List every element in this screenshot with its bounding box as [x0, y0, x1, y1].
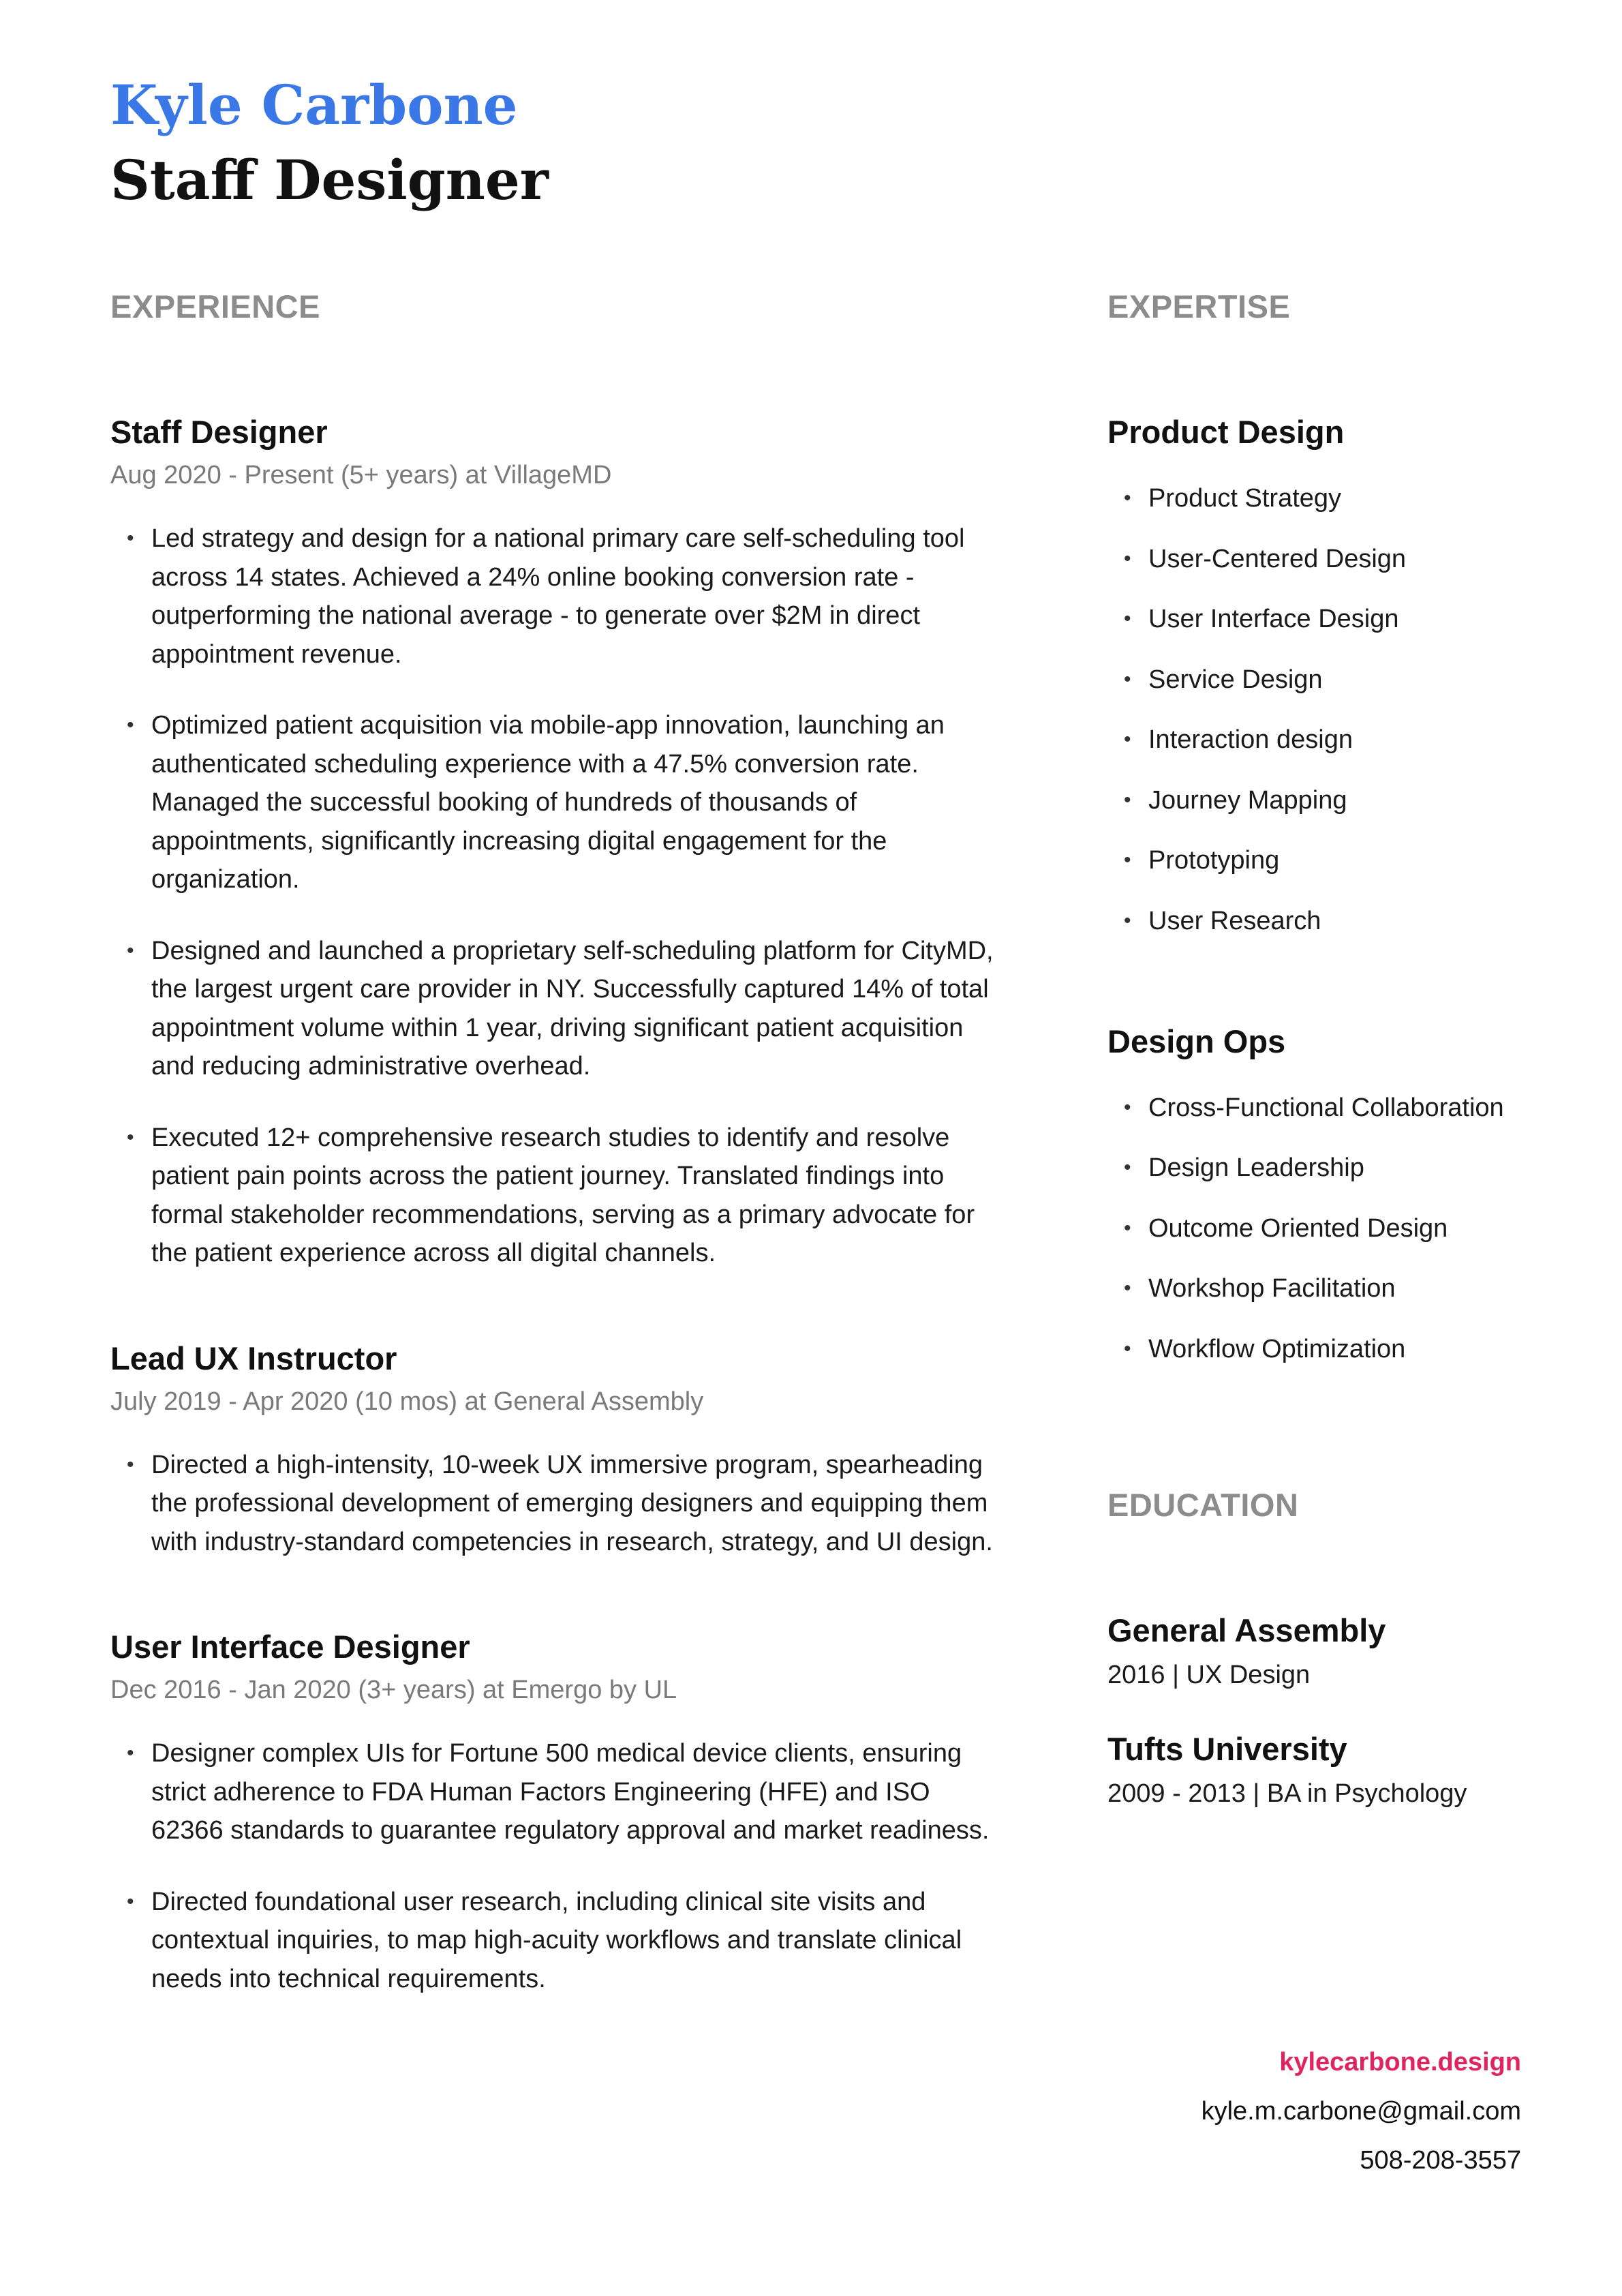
skill-item: • Workflow Optimization — [1107, 1331, 1530, 1368]
job-meta: Aug 2020 - Present (5+ years) at VillageMD — [110, 461, 612, 489]
education-meta: 2016 | UX Design — [1107, 1660, 1311, 1689]
candidate-name: Kyle Carbone — [110, 73, 518, 137]
skill-list — [1107, 480, 1530, 939]
job-bullets — [110, 519, 996, 1273]
job-bullet: • Led strategy and design for a national primary care self-scheduling tool across 14 states. Achieved a 24% online booking conversion rate - outperforming the national average - to generate over $2M in direct appointment revenue. — [110, 519, 996, 674]
experience-section — [110, 286, 996, 1998]
website-link[interactable]: kylecarbone.design — [1279, 2048, 1521, 2076]
phone-number[interactable]: 508-208-3557 — [1360, 2146, 1521, 2175]
skill-item: • Workshop Facilitation — [1107, 1270, 1530, 1307]
sidebar-column — [1107, 286, 1530, 1812]
skill-group-title: Design Ops — [1107, 1023, 1286, 1059]
expertise-heading: EXPERTISE — [1107, 288, 1291, 324]
skill-item: • User Research — [1107, 903, 1530, 939]
experience-heading: EXPERIENCE — [110, 288, 320, 324]
skill-item: • Prototyping — [1107, 842, 1530, 879]
job-bullet: • Directed a high-intensity, 10-week UX immersive program, spearheading the professional development of emerging designers and equipping them with industry-standard competencies in research, strategy, and UI design. — [110, 1446, 996, 1562]
school-name: Tufts University — [1107, 1730, 1347, 1767]
job-bullet: • Executed 12+ comprehensive research studies to identify and resolve patient pain points across the patient journey. Translated findings into formal stakeholder recommendations, serving as a primary advocate for the patient experience across all digital channels. — [110, 1119, 996, 1273]
skill-item: • User-Centered Design — [1107, 541, 1530, 577]
skill-item: • Interaction design — [1107, 721, 1530, 758]
candidate-role: Staff Designer — [110, 148, 549, 212]
job-entry — [110, 1627, 996, 1998]
education-entry — [1107, 1729, 1530, 1812]
skill-item: • User Interface Design — [1107, 601, 1530, 637]
skill-item: • Service Design — [1107, 661, 1530, 698]
education-heading: EDUCATION — [1107, 1486, 1299, 1523]
skill-group — [1107, 1021, 1530, 1368]
job-title: User Interface Designer — [110, 1629, 470, 1665]
skill-item: • Product Strategy — [1107, 480, 1530, 517]
job-bullet: • Designed and launched a proprietary self-scheduling platform for CityMD, the largest urgent care provider in NY. Successfully captured 14% of total appointment volume within 1 year, driving significant patient acquisition and reducing administrative overhead. — [110, 932, 996, 1086]
education-entry — [1107, 1610, 1530, 1693]
education-meta: 2009 - 2013 | BA in Psychology — [1107, 1779, 1467, 1808]
skill-list — [1107, 1089, 1530, 1368]
skill-group-title: Product Design — [1107, 414, 1345, 450]
job-title: Staff Designer — [110, 414, 328, 450]
job-bullet: • Optimized patient acquisition via mobile-app innovation, launching an authenticated scheduling experience with a 47.5% conversion rate. Managed the successful booking of hundreds of thousands of appointments, significantly increasing digital engagement for the organization. — [110, 706, 996, 899]
job-bullets — [110, 1446, 996, 1562]
job-bullets — [110, 1734, 996, 1998]
skill-item: • Outcome Oriented Design — [1107, 1210, 1530, 1247]
job-entry — [110, 412, 996, 1273]
skill-item: • Design Leadership — [1107, 1149, 1530, 1186]
skill-item: • Cross-Functional Collaboration — [1107, 1089, 1530, 1126]
job-title: Lead UX Instructor — [110, 1340, 397, 1376]
school-name: General Assembly — [1107, 1612, 1386, 1648]
contact-block — [1202, 2044, 1521, 2191]
email-link[interactable]: kyle.m.carbone@gmail.com — [1201, 2097, 1521, 2126]
job-meta: July 2019 - Apr 2020 (10 mos) at General Assembly — [110, 1387, 704, 1416]
job-meta: Dec 2016 - Jan 2020 (3+ years) at Emergo by UL — [110, 1676, 677, 1704]
skill-item: • Journey Mapping — [1107, 782, 1530, 819]
skill-group — [1107, 412, 1530, 939]
job-bullet: • Designer complex UIs for Fortune 500 medical device clients, ensuring strict adherence to FDA Human Factors Engineering (HFE) and ISO 62366 standards to guarantee regulatory approval and market readiness. — [110, 1734, 996, 1850]
job-entry — [110, 1338, 996, 1562]
job-bullet: • Directed foundational user research, including clinical site visits and contextual inquiries, to map high-acuity workflows and translate clinical needs into technical requirements. — [110, 1883, 996, 1999]
